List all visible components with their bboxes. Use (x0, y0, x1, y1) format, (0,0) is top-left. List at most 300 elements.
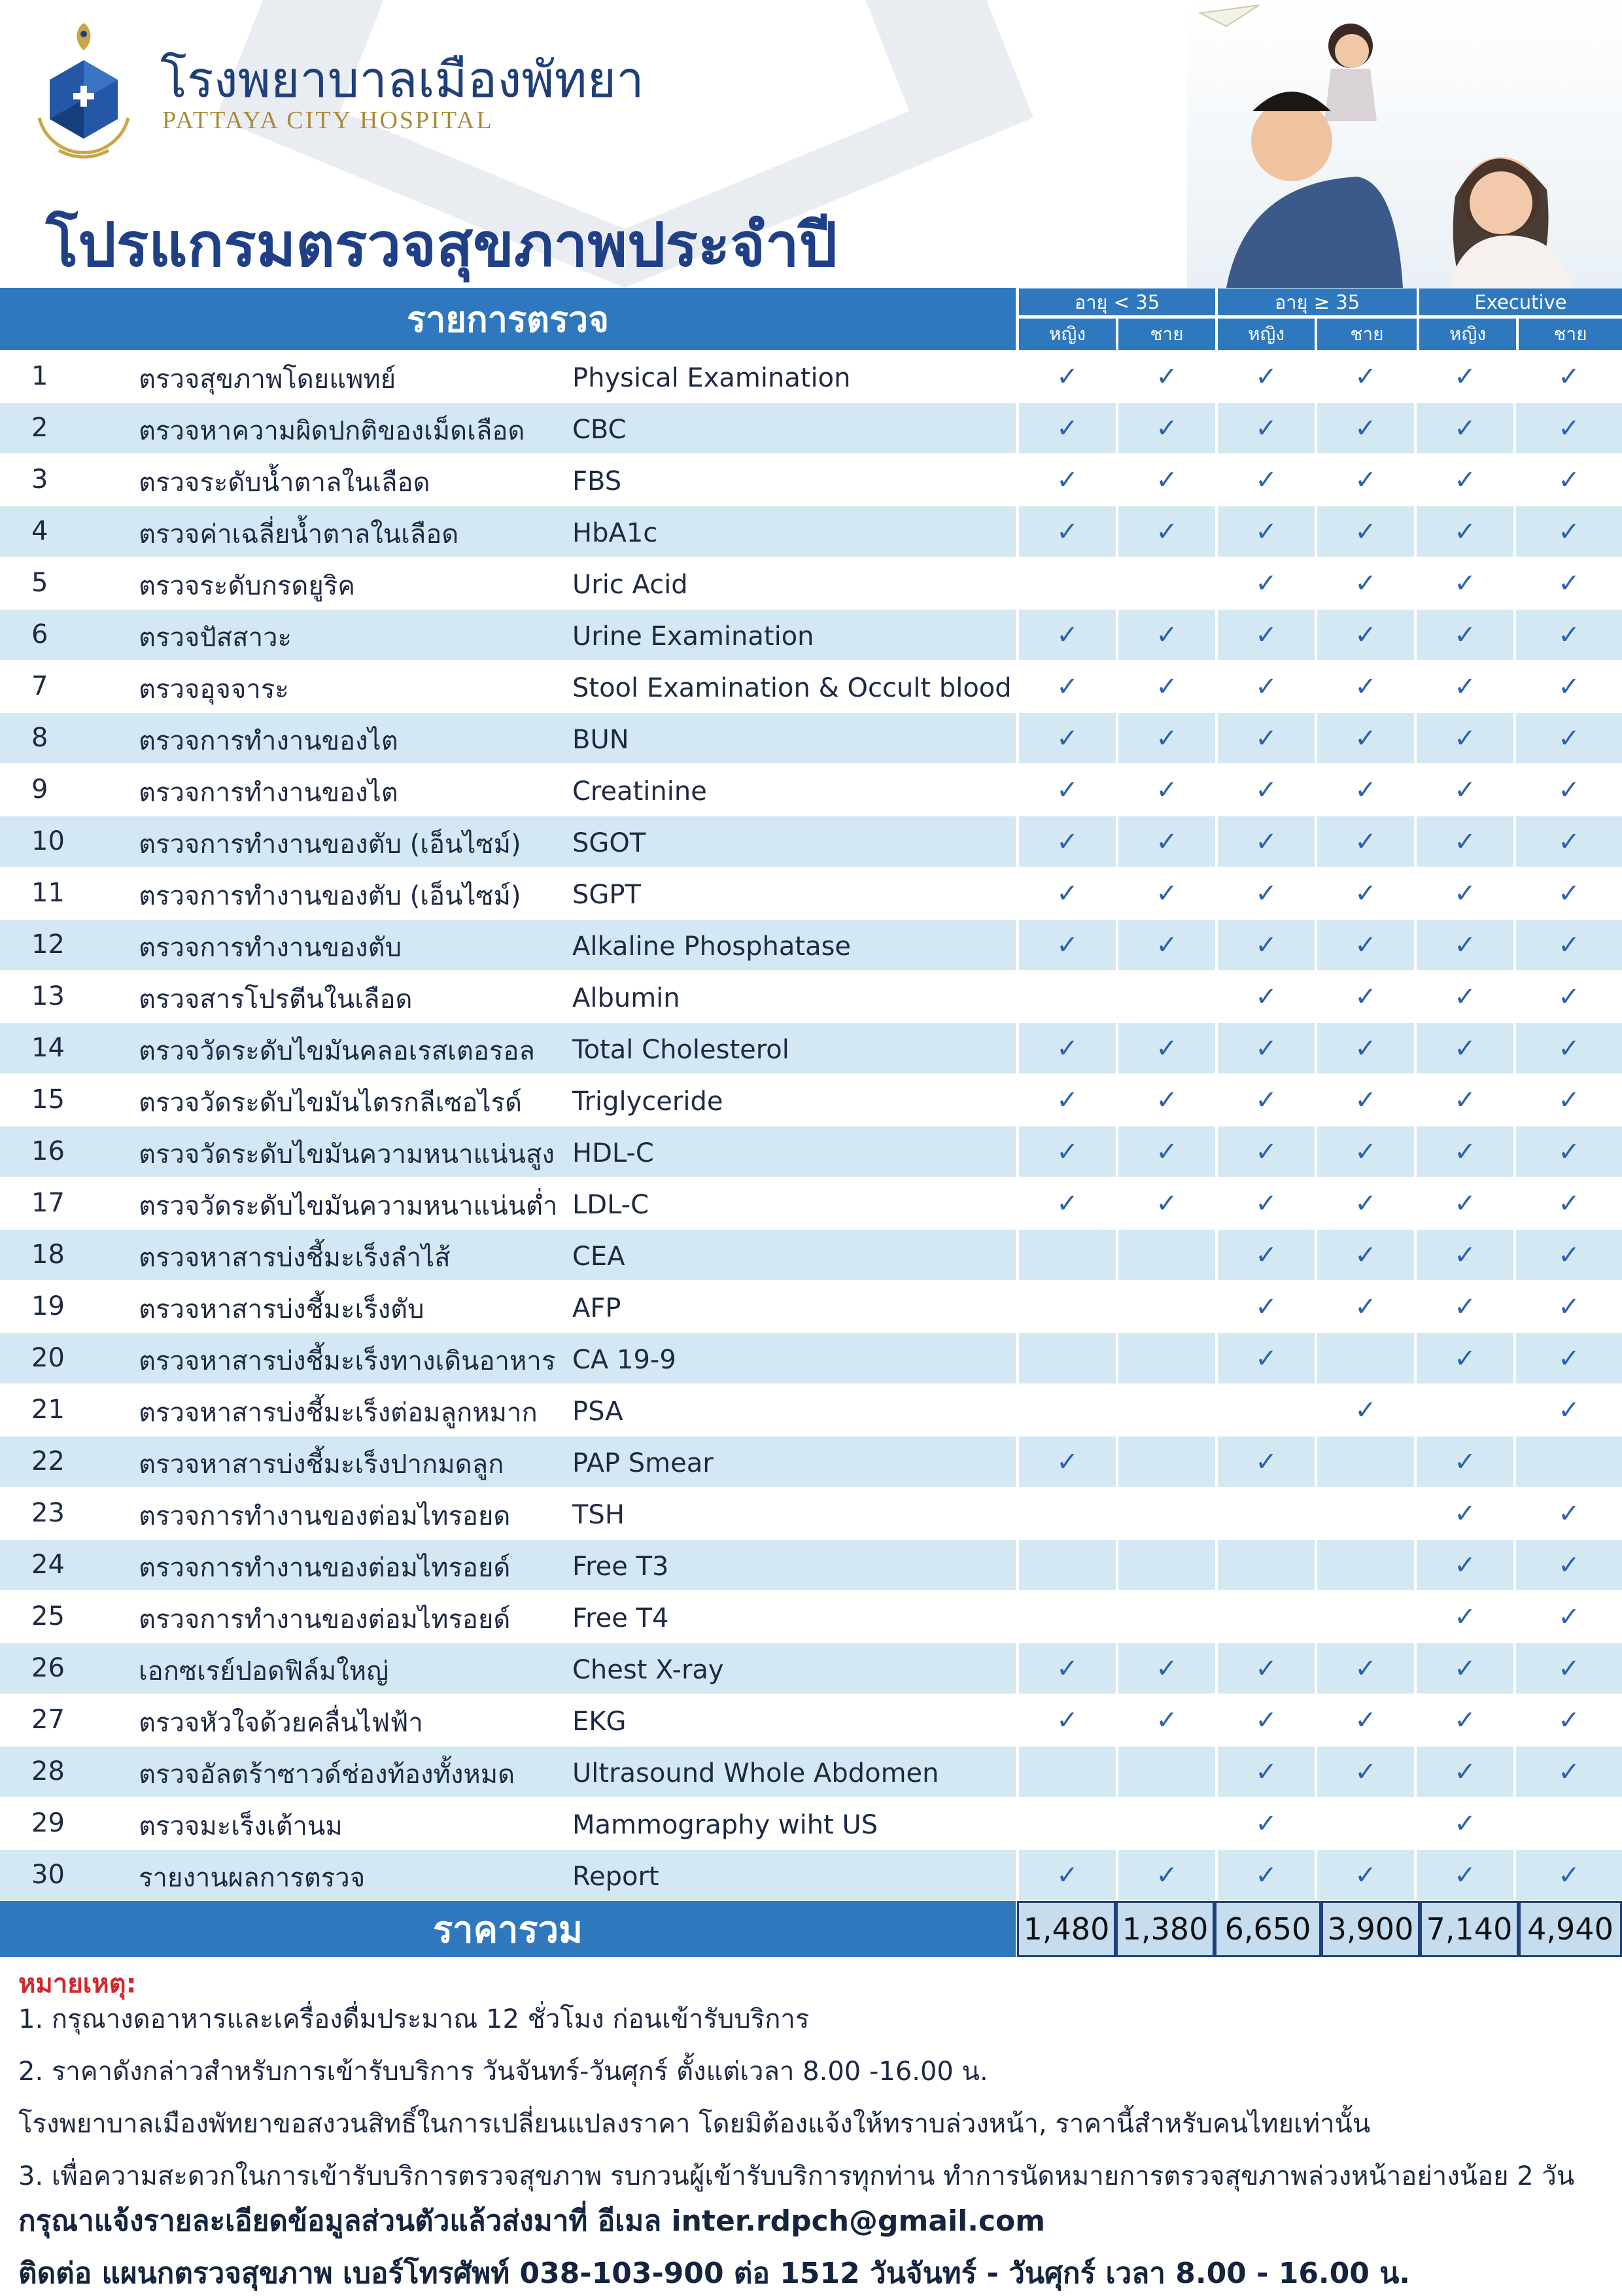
item-name-thai: ตรวจปัสสาวะ (139, 623, 292, 653)
check-icon: ✓ (1255, 1705, 1277, 1735)
empty-cell (1118, 1385, 1215, 1435)
check-icon: ✓ (1218, 920, 1315, 970)
item-name-english: SGPT (572, 880, 641, 910)
check-icon: ✓ (1156, 878, 1178, 909)
check-icon: ✓ (1218, 1850, 1315, 1900)
check-icon: ✓ (1218, 506, 1315, 557)
table-row (0, 558, 1622, 610)
check-icon: ✓ (1255, 1808, 1277, 1839)
table-row (0, 1436, 1622, 1488)
check-icon: ✓ (1417, 816, 1513, 867)
row-number: 5 (31, 568, 48, 598)
table-row (0, 351, 1622, 403)
check-icon: ✓ (1558, 1705, 1580, 1735)
check-icon: ✓ (1558, 1601, 1580, 1632)
check-icon: ✓ (1118, 403, 1215, 453)
check-icon: ✓ (1019, 920, 1116, 970)
check-icon: ✓ (1118, 1643, 1215, 1694)
check-icon: ✓ (1156, 671, 1178, 702)
check-icon: ✓ (1516, 1643, 1622, 1694)
row-number: 10 (31, 826, 65, 856)
item-name-thai: ตรวจหาสารบ่งชี้มะเร็งทางเดินอาหาร (139, 1346, 556, 1376)
check-icon: ✓ (1118, 816, 1215, 867)
check-icon: ✓ (1218, 816, 1315, 867)
item-name-thai: ตรวจวัดระดับไขมันความหนาแน่นต่ำ (139, 1191, 558, 1221)
item-name-english: Mammography wiht US (572, 1810, 878, 1840)
check-icon: ✓ (1317, 403, 1414, 453)
subheader-female: หญิง (1019, 319, 1116, 350)
row-number: 30 (31, 1860, 65, 1890)
hospital-name-thai: โรงพยาบาลเมืองพัทยา (160, 50, 644, 109)
empty-cell (1218, 1488, 1315, 1539)
check-icon: ✓ (1218, 1333, 1315, 1383)
check-icon: ✓ (1558, 361, 1580, 392)
row-number: 16 (31, 1136, 65, 1166)
table-row (0, 506, 1622, 558)
row-number: 27 (31, 1705, 65, 1735)
check-icon: ✓ (1255, 464, 1277, 495)
note-line-2: 2. ราคาดังกล่าวสำหรับการเข้ารับบริการ วันจันทร์-วันศุกร์ ตั้งแต่เวลา 8.00 -16.00 น. (18, 2057, 988, 2087)
check-icon: ✓ (1218, 610, 1315, 660)
row-number: 23 (31, 1498, 65, 1528)
check-icon: ✓ (1317, 1747, 1414, 1797)
check-icon: ✓ (1454, 1291, 1476, 1322)
price-executive-female: 7,140 (1420, 1901, 1519, 1957)
check-icon: ✓ (1516, 1540, 1622, 1590)
item-name-thai: ตรวจหาสารบ่งชี้มะเร็งต่อมลูกหมาก (139, 1398, 538, 1428)
subheader-female: หญิง (1218, 319, 1315, 350)
item-name-english: Report (572, 1862, 659, 1892)
table-row (0, 1850, 1622, 1902)
item-name-thai: ตรวจวัดระดับไขมันคลอเรสเตอรอล (139, 1036, 535, 1066)
check-icon: ✓ (1118, 610, 1215, 660)
check-icon: ✓ (1516, 610, 1622, 660)
check-icon: ✓ (1317, 1230, 1414, 1280)
row-number: 12 (31, 930, 65, 960)
item-name-english: PAP Smear (572, 1448, 714, 1478)
check-icon: ✓ (1454, 1085, 1476, 1115)
item-name-english: EKG (572, 1707, 627, 1737)
empty-cell (1019, 971, 1116, 1022)
table-row (0, 1281, 1622, 1333)
table-row (0, 1385, 1622, 1436)
subheader-male: ชาย (1519, 319, 1622, 350)
empty-cell (1118, 558, 1215, 608)
item-name-thai: ตรวจระดับกรดยูริค (139, 571, 356, 601)
check-icon: ✓ (1558, 1395, 1580, 1425)
empty-cell (1019, 1747, 1116, 1797)
item-name-english: CA 19-9 (572, 1345, 676, 1375)
row-number: 18 (31, 1240, 65, 1270)
item-name-thai: เอกซเรย์ปอดฟิล์มใหญ่ (139, 1656, 389, 1686)
table-row (0, 1540, 1622, 1592)
check-icon: ✓ (1417, 610, 1513, 660)
table-header-items: รายการตรวจ (0, 288, 1016, 350)
check-icon: ✓ (1019, 403, 1116, 453)
check-icon: ✓ (1454, 1498, 1476, 1529)
check-icon: ✓ (1118, 506, 1215, 557)
empty-cell (1118, 1436, 1215, 1487)
row-number: 13 (31, 981, 65, 1011)
check-icon: ✓ (1019, 713, 1116, 763)
check-icon: ✓ (1255, 671, 1277, 702)
item-name-thai: ตรวจค่าเฉลี่ยน้ำตาลในเลือด (139, 519, 459, 549)
check-icon: ✓ (1355, 464, 1377, 495)
check-icon: ✓ (1255, 1188, 1277, 1219)
check-icon: ✓ (1558, 464, 1580, 495)
check-icon: ✓ (1454, 464, 1476, 495)
check-icon: ✓ (1156, 1188, 1178, 1219)
item-name-thai: ตรวจหาสารบ่งชี้มะเร็งลำไส้ (139, 1243, 451, 1273)
check-icon: ✓ (1317, 1126, 1414, 1177)
check-icon: ✓ (1118, 713, 1215, 763)
row-number: 21 (31, 1395, 65, 1425)
empty-cell (1516, 1798, 1622, 1849)
note-line-3: โรงพยาบาลเมืองพัทยาขอสงวนสิทธิ์ในการเปลี่ยนแปลงราคา โดยมิต้องแจ้งให้ทราบล่วงหน้า, ราคานี้สำหรับคนไทยเท่านั้น (18, 2109, 1371, 2139)
row-number: 28 (31, 1756, 65, 1786)
check-icon: ✓ (1255, 981, 1277, 1012)
check-icon: ✓ (1218, 1747, 1315, 1797)
check-icon: ✓ (1417, 1230, 1513, 1280)
row-number: 25 (31, 1601, 65, 1631)
check-icon: ✓ (1255, 774, 1277, 805)
row-number: 14 (31, 1033, 65, 1063)
check-icon: ✓ (1454, 1808, 1476, 1839)
check-icon: ✓ (1355, 361, 1377, 392)
empty-cell (1019, 1333, 1116, 1383)
check-icon: ✓ (1417, 1126, 1513, 1177)
table-row (0, 1333, 1622, 1385)
item-name-thai: ตรวจการทำงานของตับ (139, 933, 402, 963)
empty-cell (1218, 1592, 1315, 1642)
item-name-thai: ตรวจระดับน้ำตาลในเลือด (139, 468, 430, 498)
table-row (0, 1075, 1622, 1126)
check-icon: ✓ (1355, 1085, 1377, 1115)
row-number: 26 (31, 1653, 65, 1683)
empty-cell (1417, 1385, 1513, 1435)
check-icon: ✓ (1355, 878, 1377, 909)
check-icon: ✓ (1516, 816, 1622, 867)
price-executive-male: 4,940 (1519, 1901, 1622, 1957)
item-name-english: HbA1c (572, 518, 658, 548)
table-row (0, 1695, 1622, 1747)
check-icon: ✓ (1317, 1023, 1414, 1073)
table-row (0, 661, 1622, 713)
item-name-thai: ตรวจวัดระดับไขมันไตรกลีเซอไรด์ (139, 1088, 523, 1118)
check-icon: ✓ (1516, 920, 1622, 970)
check-icon: ✓ (1355, 568, 1377, 599)
item-name-thai: ตรวจหาสารบ่งชี้มะเร็งตับ (139, 1295, 424, 1325)
check-icon: ✓ (1317, 610, 1414, 660)
check-icon: ✓ (1317, 1850, 1414, 1900)
check-icon: ✓ (1355, 671, 1377, 702)
program-title: โปรแกรมตรวจสุขภาพประจำปี (46, 210, 838, 280)
item-name-english: Physical Examination (572, 363, 851, 393)
row-number: 24 (31, 1550, 65, 1580)
empty-cell (1317, 1540, 1414, 1590)
item-name-english: AFP (572, 1293, 621, 1323)
item-name-thai: ตรวจหาความผิดปกติของเม็ดเลือด (139, 416, 525, 446)
item-name-english: Free T3 (572, 1552, 669, 1582)
check-icon: ✓ (1056, 774, 1078, 805)
empty-cell (1118, 1592, 1215, 1642)
group-header-executive: Executive (1419, 288, 1622, 317)
check-icon: ✓ (1317, 920, 1414, 970)
check-icon: ✓ (1019, 1023, 1116, 1073)
check-icon: ✓ (1056, 1705, 1078, 1735)
empty-cell (1118, 1798, 1215, 1849)
row-number: 6 (31, 619, 48, 650)
table-row (0, 455, 1622, 506)
check-icon: ✓ (1056, 671, 1078, 702)
item-name-thai: ตรวจอัลตร้าซาวด์ช่องท้องทั้งหมด (139, 1760, 515, 1790)
empty-cell (1019, 1592, 1116, 1642)
empty-cell (1317, 1333, 1414, 1383)
check-icon: ✓ (1056, 1188, 1078, 1219)
row-number: 19 (31, 1291, 65, 1321)
item-name-thai: รายงานผลการตรวจ (139, 1863, 366, 1893)
check-icon: ✓ (1255, 878, 1277, 909)
check-icon: ✓ (1558, 671, 1580, 702)
check-icon: ✓ (1454, 671, 1476, 702)
check-icon: ✓ (1156, 774, 1178, 805)
table-row (0, 1747, 1622, 1798)
check-icon: ✓ (1355, 1291, 1377, 1322)
check-icon: ✓ (1218, 1230, 1315, 1280)
item-name-thai: ตรวจอุจจาระ (139, 674, 289, 704)
item-name-thai: ตรวจการทำงานของตับ (เอ็นไซม์) (139, 829, 521, 860)
item-name-english: Creatinine (572, 776, 707, 807)
price-35plus-male: 3,900 (1321, 1901, 1420, 1957)
check-icon: ✓ (1417, 1850, 1513, 1900)
check-icon: ✓ (1355, 774, 1377, 805)
empty-cell (1118, 1747, 1215, 1797)
row-number: 29 (31, 1808, 65, 1838)
check-icon: ✓ (1118, 1850, 1215, 1900)
empty-cell (1118, 1540, 1215, 1590)
check-icon: ✓ (1558, 774, 1580, 805)
item-name-english: Alkaline Phosphatase (572, 931, 852, 962)
table-row (0, 610, 1622, 661)
item-name-english: LDL-C (572, 1190, 649, 1220)
empty-cell (1019, 1540, 1116, 1590)
table-row (0, 868, 1622, 920)
empty-cell (1317, 1592, 1414, 1642)
row-number: 22 (31, 1446, 65, 1476)
row-number: 20 (31, 1343, 65, 1373)
check-icon: ✓ (1056, 1085, 1078, 1115)
check-icon: ✓ (1558, 1188, 1580, 1219)
item-name-thai: ตรวจการทำงานของไต (139, 778, 398, 808)
check-icon: ✓ (1255, 361, 1277, 392)
empty-cell (1118, 1488, 1215, 1539)
check-icon: ✓ (1355, 1705, 1377, 1735)
check-icon: ✓ (1255, 1085, 1277, 1115)
item-name-english: Triglyceride (572, 1087, 723, 1117)
check-icon: ✓ (1218, 1643, 1315, 1694)
row-number: 1 (31, 361, 48, 391)
empty-cell (1516, 1436, 1622, 1487)
check-icon: ✓ (1516, 1333, 1622, 1383)
item-name-thai: ตรวจการทำงานของตับ (เอ็นไซม์) (139, 881, 521, 911)
price-35plus-female: 6,650 (1215, 1901, 1321, 1957)
check-icon: ✓ (1019, 506, 1116, 557)
empty-cell (1218, 1385, 1315, 1435)
email-line: กรุณาแจ้งรายละเอียดข้อมูลส่วนตัวแล้วส่งมาที่ อีเมล inter.rdpch@gmail.com (18, 2204, 1046, 2238)
check-icon: ✓ (1417, 713, 1513, 763)
empty-cell (1118, 1230, 1215, 1280)
check-icon: ✓ (1454, 774, 1476, 805)
check-icon: ✓ (1056, 361, 1078, 392)
table-row (0, 1643, 1622, 1695)
empty-cell (1118, 1281, 1215, 1332)
check-icon: ✓ (1516, 1126, 1622, 1177)
table-row (0, 1126, 1622, 1178)
check-icon: ✓ (1218, 1436, 1315, 1487)
empty-cell (1019, 558, 1116, 608)
item-name-thai: ตรวจหาสารบ่งชี้มะเร็งปากมดลูก (139, 1450, 504, 1480)
check-icon: ✓ (1317, 1643, 1414, 1694)
check-icon: ✓ (1218, 1126, 1315, 1177)
item-name-english: CEA (572, 1242, 625, 1272)
check-icon: ✓ (1019, 816, 1116, 867)
item-name-english: Chest X-ray (572, 1655, 724, 1685)
check-icon: ✓ (1355, 1188, 1377, 1219)
row-number: 11 (31, 878, 65, 908)
total-price-label: ราคารวม (0, 1901, 1016, 1957)
note-line-1: 1. กรุณางดอาหารและเครื่องดื่มประมาณ 12 ชั่วโมง ก่อนเข้ารับบริการ (18, 2004, 810, 2034)
check-icon: ✓ (1516, 403, 1622, 453)
empty-cell (1019, 1385, 1116, 1435)
item-name-thai: ตรวจสุขภาพโดยแพทย์ (139, 364, 396, 394)
check-icon: ✓ (1516, 1023, 1622, 1073)
hospital-name-english: PATTAYA CITY HOSPITAL (162, 107, 494, 134)
check-icon: ✓ (1417, 1747, 1513, 1797)
empty-cell (1019, 1281, 1116, 1332)
check-icon: ✓ (1417, 506, 1513, 557)
item-name-english: HDL-C (572, 1138, 654, 1168)
item-name-thai: ตรวจวัดระดับไขมันความหนาแน่นสูง (139, 1139, 555, 1170)
check-icon: ✓ (1454, 1705, 1476, 1735)
table-row (0, 403, 1622, 455)
check-icon: ✓ (1558, 568, 1580, 599)
item-name-thai: ตรวจสารโปรตีนในเลือด (139, 984, 413, 1015)
check-icon: ✓ (1516, 1230, 1622, 1280)
check-icon: ✓ (1454, 1188, 1476, 1219)
item-name-thai: ตรวจการทำงานของต่อมไทรอยด์ (139, 1605, 511, 1635)
table-row (0, 1178, 1622, 1230)
item-name-english: Ultrasound Whole Abdomen (572, 1758, 939, 1788)
check-icon: ✓ (1454, 568, 1476, 599)
table-row (0, 920, 1622, 971)
table-row (0, 1592, 1622, 1643)
empty-cell (1317, 1436, 1414, 1487)
item-name-english: Total Cholesterol (572, 1035, 789, 1065)
check-icon: ✓ (1454, 878, 1476, 909)
check-icon: ✓ (1516, 506, 1622, 557)
check-icon: ✓ (1417, 1436, 1513, 1487)
item-name-english: Uric Acid (572, 570, 688, 600)
check-icon: ✓ (1218, 713, 1315, 763)
check-icon: ✓ (1516, 1747, 1622, 1797)
group-header-35-plus: อายุ ≥ 35 (1218, 288, 1417, 317)
check-icon: ✓ (1558, 1291, 1580, 1322)
check-icon: ✓ (1558, 1085, 1580, 1115)
empty-cell (1019, 1488, 1116, 1539)
check-icon: ✓ (1558, 1498, 1580, 1529)
check-icon: ✓ (1118, 1023, 1215, 1073)
check-icon: ✓ (1056, 464, 1078, 495)
subheader-male: ชาย (1317, 319, 1417, 350)
check-icon: ✓ (1355, 981, 1377, 1012)
check-icon: ✓ (1516, 713, 1622, 763)
check-icon: ✓ (1019, 1436, 1116, 1487)
check-icon: ✓ (1019, 610, 1116, 660)
check-icon: ✓ (1454, 361, 1476, 392)
empty-cell (1118, 971, 1215, 1022)
check-icon: ✓ (1454, 1601, 1476, 1632)
table-row (0, 971, 1622, 1023)
row-number: 3 (31, 464, 48, 495)
check-icon: ✓ (1156, 464, 1178, 495)
table-row (0, 816, 1622, 868)
table-row (0, 1798, 1622, 1850)
row-number: 17 (31, 1188, 65, 1218)
check-icon: ✓ (1255, 1291, 1277, 1322)
price-under35-female: 1,480 (1017, 1901, 1116, 1957)
item-name-english: FBS (572, 466, 622, 496)
check-icon: ✓ (1156, 361, 1178, 392)
row-number: 8 (31, 723, 48, 753)
empty-cell (1218, 1540, 1315, 1590)
check-icon: ✓ (1317, 713, 1414, 763)
item-name-english: Free T4 (572, 1603, 669, 1633)
check-icon: ✓ (1317, 506, 1414, 557)
hospital-logo-emblem (26, 20, 141, 170)
table-row (0, 1230, 1622, 1281)
item-name-thai: ตรวจมะเร็งเต้านม (139, 1811, 343, 1841)
item-name-english: Stool Examination & Occult blood (572, 673, 1012, 703)
check-icon: ✓ (1218, 403, 1315, 453)
item-name-thai: ตรวจหัวใจด้วยคลื่นไฟฟ้า (139, 1708, 423, 1738)
item-name-english: Albumin (572, 983, 680, 1013)
note-line-4: 3. เพื่อความสะดวกในการเข้ารับบริการตรวจสุขภาพ รบกวนผู้เข้ารับบริการทุกท่าน ทำการนัดหมายการตรวจสุขภาพล่วงหน้าอย่างน้อย 2 วัน (18, 2161, 1575, 2191)
check-icon: ✓ (1454, 981, 1476, 1012)
check-icon: ✓ (1056, 878, 1078, 909)
family-photo (1187, 0, 1622, 288)
item-name-english: PSA (572, 1397, 623, 1427)
check-icon: ✓ (1019, 1126, 1116, 1177)
check-icon: ✓ (1417, 1023, 1513, 1073)
check-icon: ✓ (1558, 878, 1580, 909)
check-icon: ✓ (1417, 403, 1513, 453)
row-number: 15 (31, 1085, 65, 1115)
group-header-under-35: อายุ < 35 (1019, 288, 1215, 317)
contact-line: ติดต่อ แผนกตรวจสุขภาพ เบอร์โทรศัพท์ 038-103-900 ต่อ 1512 วันจันทร์ - วันศุกร์ เวลา 8.00 - 16.00 น. (18, 2257, 1410, 2290)
empty-cell (1019, 1798, 1116, 1849)
item-name-english: CBC (572, 415, 627, 445)
empty-cell (1118, 1333, 1215, 1383)
check-icon: ✓ (1417, 920, 1513, 970)
check-icon: ✓ (1558, 981, 1580, 1012)
check-icon: ✓ (1417, 1643, 1513, 1694)
empty-cell (1019, 1230, 1116, 1280)
item-name-english: TSH (572, 1500, 625, 1530)
check-icon: ✓ (1156, 1085, 1178, 1115)
item-name-english: Urine Examination (572, 621, 814, 652)
item-name-english: SGOT (572, 828, 646, 858)
item-name-thai: ตรวจการทำงานของต่อมไทรอยด (139, 1501, 511, 1531)
